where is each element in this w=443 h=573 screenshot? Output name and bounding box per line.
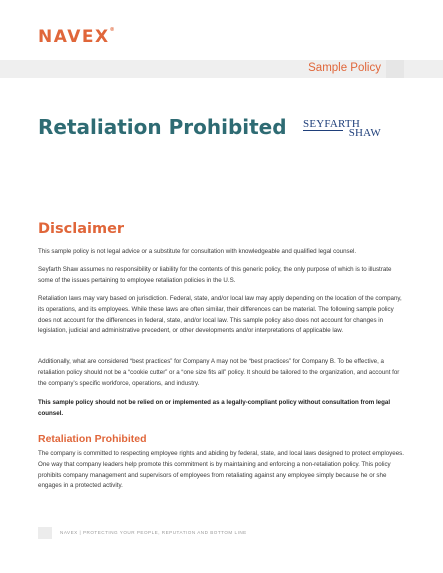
disclaimer-warning: This sample policy should not be relied on or implemented as a legally-compliant policy without consultation from legal counsel. — [38, 399, 391, 417]
navex-logo: NAVEX® — [38, 27, 115, 47]
footer-text: NAVEX | PROTECTING YOUR PEOPLE, REPUTATION AND BOTTOM LINE — [60, 530, 247, 535]
seyfarth-logo-line2: SHAW — [348, 127, 381, 139]
seyfarth-logo-line1: SEYFARTH — [303, 118, 360, 130]
page-title: Retaliation Prohibited — [38, 115, 287, 139]
footer-page-box — [38, 527, 52, 539]
sample-policy-label: Sample Policy — [308, 62, 381, 74]
seyfarth-shaw-logo — [303, 118, 383, 140]
section-paragraph: The company is committed to respecting employee rights and abiding by federal, state, and local laws designed to protect employees. One way that company leaders help promote this commitment is by maintaining and enforcing a non-retaliation policy. This policy prohibits company management and supervisors of employees from retaliating against any employee simply because he or she engages in a protected activity. — [38, 450, 404, 490]
disclaimer-paragraph-4: Additionally, what are considered “best practices” for Company A may not be “best practices” for Company B. To be effective, a retaliation policy should not be a “cookie cutter” or a “one size fits all” policy. It should be tailored to the organization, and account for the company’s specific workforce, operations, and industry. — [38, 358, 400, 387]
disclaimer-paragraph-1: This sample policy is not legal advice or a substitute for consultation with knowledgeable and qualified legal counsel. — [38, 248, 357, 255]
seyfarth-logo-rule — [303, 130, 343, 131]
disclaimer-paragraph-2: Seyfarth Shaw assumes no responsibility or liability for the contents of this generic policy, the only purpose of which is to illustrate some of the issues pertaining to employee retaliation policies in the U.S. — [38, 266, 392, 284]
header-band-notch — [386, 60, 404, 78]
registered-mark: ® — [109, 27, 115, 33]
disclaimer-heading: Disclaimer — [38, 221, 125, 237]
section-heading: Retaliation Prohibited — [38, 433, 147, 445]
disclaimer-paragraph-3: Retaliation laws may vary based on jurisdiction. Federal, state, and/or local law may apply depending on the location of the company, its operations, and its employees. While these laws are often similar, their differences can be material. The following sample policy does not account for the differences in federal, state, and/or local law. This sample policy also does not account for changes in legislation, judicial and administrative precedent, or other developments and/or interpretations of applicable law. — [38, 295, 402, 335]
